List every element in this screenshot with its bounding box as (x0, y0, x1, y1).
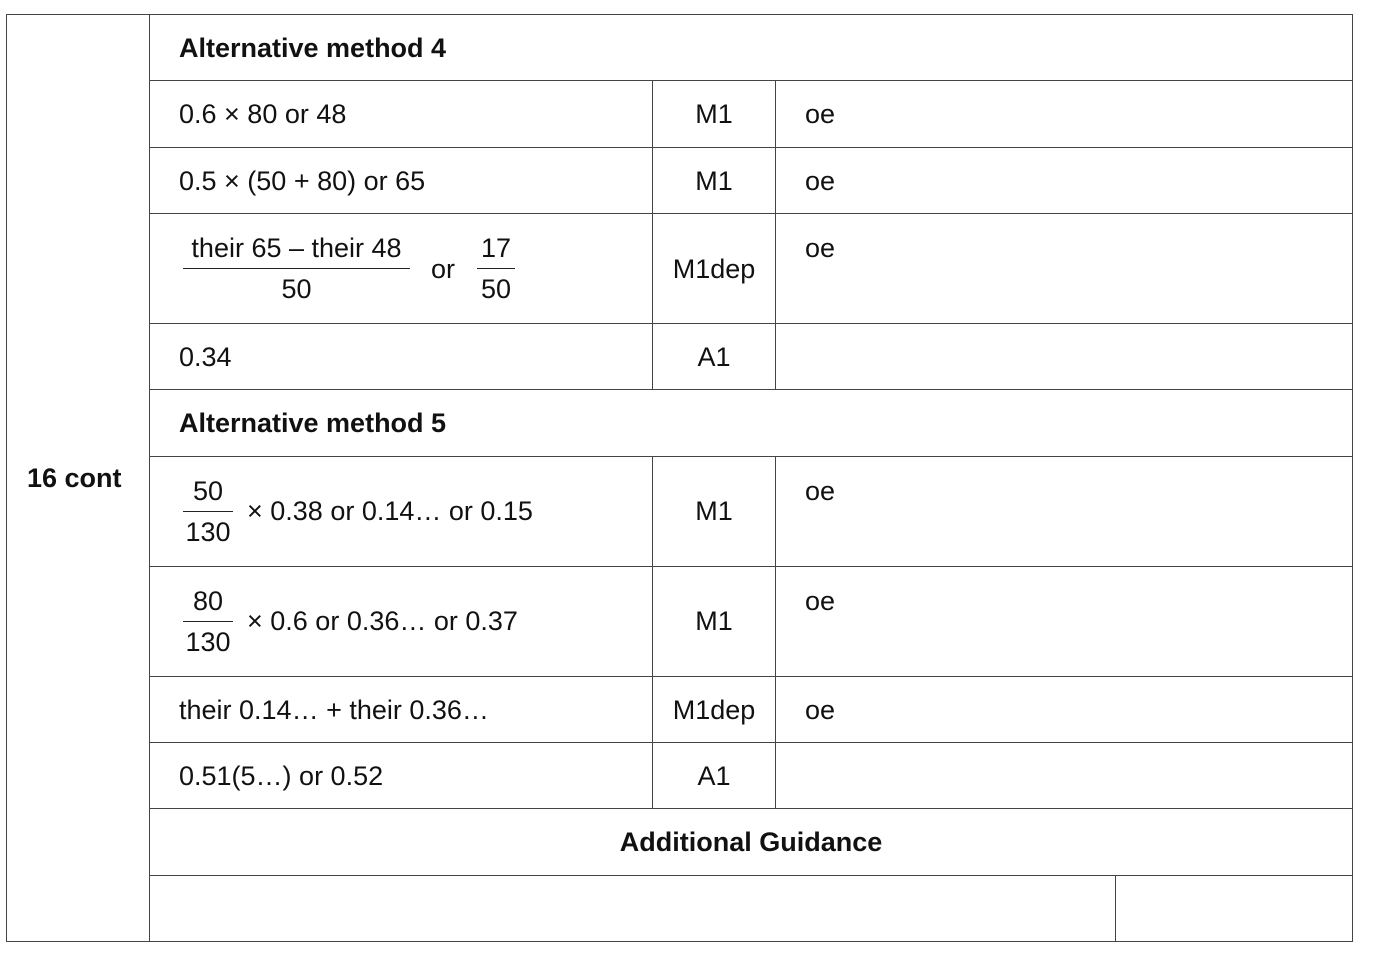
row-divider (149, 213, 1353, 214)
row-divider (149, 323, 1353, 324)
method-5-heading: Alternative method 5 (179, 408, 447, 438)
mark-cell: A1 (697, 342, 731, 372)
mark-cell: M1 (695, 496, 733, 526)
row-divider (149, 875, 1353, 876)
row-divider (149, 676, 1353, 677)
comment-cell: oe (805, 166, 836, 196)
answer-cell: 0.5 × (50 + 80) or 65 (179, 166, 426, 196)
row-divider (149, 566, 1353, 567)
fraction-numerator: 17 (480, 233, 512, 263)
column-divider (1115, 875, 1116, 942)
fraction-denominator: 130 (185, 517, 231, 547)
row-divider (149, 456, 1353, 457)
question-number: 16 cont (27, 463, 122, 493)
fraction (183, 585, 233, 658)
table-border-bottom (6, 941, 1353, 942)
column-divider (149, 14, 150, 942)
comment-cell: oe (805, 586, 836, 616)
mark-cell: M1dep (672, 254, 756, 284)
table-border-top (6, 14, 1353, 15)
answer-cell: 0.51(5…) or 0.52 (179, 761, 384, 791)
fraction-numerator: their 65 – their 48 (191, 233, 402, 263)
row-divider (149, 80, 1353, 81)
answer-cell: × 0.38 or 0.14… or 0.15 (247, 496, 533, 526)
or-text: or (431, 254, 456, 284)
fraction (477, 232, 515, 305)
fraction-numerator: 50 (192, 476, 224, 506)
fraction (183, 232, 410, 305)
method-4-heading: Alternative method 4 (179, 33, 447, 63)
table-border-right (1352, 14, 1353, 942)
additional-guidance-heading: Additional Guidance (619, 827, 883, 857)
fraction-denominator: 50 (281, 274, 312, 304)
fraction-numerator: 80 (192, 586, 224, 616)
answer-cell: × 0.6 or 0.36… or 0.37 (247, 606, 518, 636)
row-divider (149, 808, 1353, 809)
fraction (183, 475, 233, 548)
mark-cell: M1dep (672, 695, 756, 725)
answer-cell: 0.6 × 80 or 48 (179, 99, 347, 129)
mark-cell: A1 (697, 761, 731, 791)
comment-cell: oe (805, 476, 836, 506)
fraction-denominator: 130 (185, 627, 231, 657)
answer-cell: their 0.14… + their 0.36… (179, 695, 489, 725)
mark-cell: M1 (695, 99, 733, 129)
row-divider (149, 147, 1353, 148)
comment-cell: oe (805, 695, 836, 725)
comment-cell: oe (805, 233, 836, 263)
comment-cell: oe (805, 99, 836, 129)
table-border-left (6, 14, 7, 942)
fraction-denominator: 50 (480, 274, 512, 304)
mark-cell: M1 (695, 606, 733, 636)
row-divider (149, 389, 1353, 390)
answer-cell: 0.34 (179, 342, 232, 372)
mark-cell: M1 (695, 166, 733, 196)
row-divider (149, 742, 1353, 743)
